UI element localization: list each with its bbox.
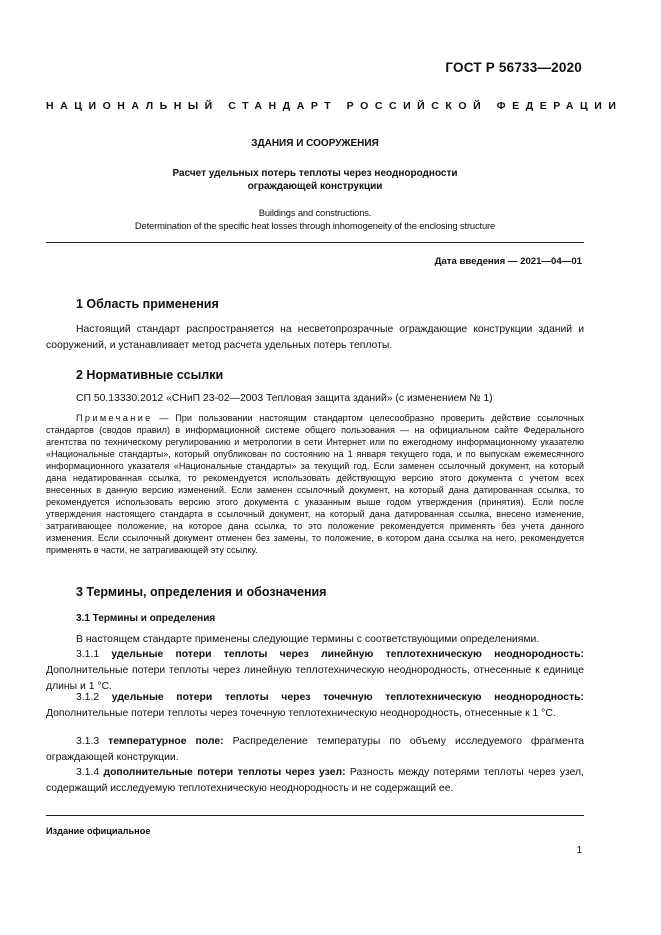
term-definition: Дополнительные потери теплоты через линейную теплотехническую неоднородность, отнесенные к единице длины и 1 °С. [46, 665, 584, 692]
official-edition-label: Издание официальное [46, 826, 151, 836]
term-name: удельные потери теплоты через линейную теплотехническую неоднородность: [111, 649, 585, 660]
document-title: ЗДАНИЯ И СООРУЖЕНИЯ [251, 138, 379, 149]
subtitle-line: Расчет удельных потерь теплоты через неоднородности [172, 168, 458, 179]
term-number: 3.1.4 [76, 767, 104, 778]
section-1-body: Настоящий стандарт распространяется на несветопрозрачные ограждающие конструкции зданий и сооружений, и устанавливает метод расчета удельных потерь теплоты. [46, 324, 584, 351]
term-number: 3.1.1 [76, 649, 112, 660]
footer-divider [46, 815, 584, 816]
section-2-heading: 2 Нормативные ссылки [76, 368, 224, 382]
term-definition: Распределение температуры по объему исследуемого фрагмента ограждающей конструкции. [46, 736, 585, 763]
subtitle-line: ограждающей конструкции [247, 181, 383, 192]
reference-note [46, 412, 584, 556]
term-name: удельные потери теплоты через точечную теплотехническую неоднородность: [111, 692, 584, 703]
normative-reference [46, 391, 584, 407]
page-number: 1 [576, 845, 582, 856]
section-1-heading: 1 Область применения [76, 297, 219, 311]
term-name: дополнительные потери теплоты через узел: [103, 767, 346, 778]
english-title [46, 206, 584, 232]
section-1-text [46, 322, 584, 354]
national-standard-banner: НАЦИОНАЛЬНЫЙ СТАНДАРТ РОССИЙСКОЙ ФЕДЕРАЦИИ [46, 100, 623, 112]
term-entry [46, 734, 584, 766]
terms-intro [46, 632, 584, 648]
note-text: — При пользовании настоящим стандартом целесообразно проверить действие ссылочных стандартов (сводов правил) в информационной системе общего пользования — на официальном сайте Федерального агентства по техническому регулированию и метрологии в сети Интернет или по ежегодному информационному указателю «Национальные стандарты», который опубликован по состоянию на 1 января текущего года, и по выпускам ежемесячного информационного указателя «Национальные стандарты» за текущий год. Если заменен ссылочный документ, на который дана недатированная ссылка, то рекомендуется использовать действующую версию этого документа с учетом всех внесенных в данную версию изменений. Если заменен ссылочный документ, на который дана датированная ссылка, то рекомендуется использовать версию этого документа с указанным выше годом утверждения (принятия). Если после утверждения настоящего стандарта в ссылочный документ, на который дана датированная ссылка, внесено изменение, затрагивающее положение, на которое дана ссылка, то это положение рекомендуется применять без учета данного изменения. Если ссылочный документ отменен без замены, то положение, в котором дана ссылка на него, рекомендуется применять в части, не затрагивающей эту ссылку. [46, 413, 584, 555]
term-number: 3.1.2 [76, 692, 112, 703]
section-3-heading: 3 Термины, определения и обозначения [76, 585, 327, 599]
section-3-1-heading: 3.1 Термины и определения [76, 613, 216, 624]
term-number: 3.1.3 [76, 736, 109, 747]
term-name: температурное поле: [108, 736, 224, 747]
term-definition: Дополнительные потери теплоты через точечную теплотехническую неоднородность, отнесенные к 1 °С. [46, 708, 556, 719]
term-entry [46, 690, 584, 722]
introduction-date: Дата введения — 2021—04—01 [434, 256, 582, 267]
english-title-line: Determination of the specific heat losses through inhomogeneity of the enclosing structure [134, 220, 496, 231]
term-entry [46, 765, 584, 797]
reference-text: СП 50.13330.2012 «СНиП 23-02—2003 Тепловая защита зданий» (с изменением № 1) [76, 393, 493, 404]
english-title-line: Buildings and constructions. [258, 207, 372, 218]
gost-number: ГОСТ Р 56733—2020 [445, 60, 582, 75]
term-definition: Разность между потерями теплоты через узел, содержащий исследуемую теплотехническую неоднородность и не содержащий ее. [46, 767, 585, 794]
document-subtitle [46, 167, 584, 193]
title-divider [46, 242, 584, 243]
terms-intro-text: В настоящем стандарте применены следующие термины с соответствующими определениями. [76, 634, 540, 645]
note-label: Примечание [76, 413, 153, 423]
term-entry [46, 647, 584, 695]
